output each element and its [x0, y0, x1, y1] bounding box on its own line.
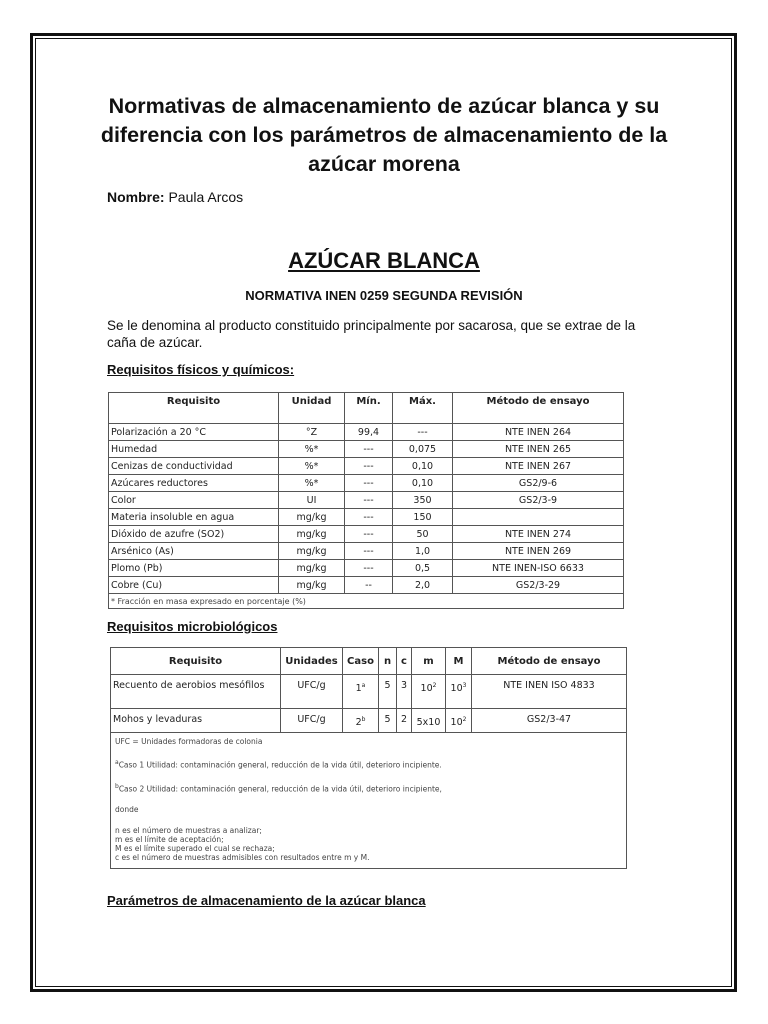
cell-metodo: GS2/3-29 [453, 577, 624, 594]
table-row [109, 560, 624, 577]
cell-metodo: NTE INEN ISO 4833 [472, 675, 627, 709]
table-row [109, 526, 624, 543]
cell-max: 0,075 [393, 441, 453, 458]
cell-min: --- [345, 441, 393, 458]
cell-min: -- [345, 577, 393, 594]
cell-max: --- [393, 424, 453, 441]
cell-max: 1,0 [393, 543, 453, 560]
col-header: M [446, 648, 472, 675]
cell-requisito: Dióxido de azufre (SO2) [109, 526, 279, 543]
cell-unidad: mg/kg [279, 560, 345, 577]
cell-unidad: mg/kg [279, 543, 345, 560]
heading-azucar-blanca: AZÚCAR BLANCA [288, 248, 480, 273]
table-row [109, 492, 624, 509]
cell-requisito: Recuento de aerobios mesófilos [111, 675, 281, 709]
cell-unidad: mg/kg [279, 509, 345, 526]
table-row [111, 675, 627, 709]
cell-requisito: Cenizas de conductividad [109, 458, 279, 475]
author-label: Nombre: [107, 189, 165, 205]
cell-m: 5x10 [412, 709, 446, 733]
cell-metodo: NTE INEN 274 [453, 526, 624, 543]
cell-min: --- [345, 560, 393, 577]
cell-requisito: Materia insoluble en agua [109, 509, 279, 526]
section-heading-micro: Requisitos microbiológicos [107, 619, 278, 634]
section-heading-fisicos: Requisitos físicos y químicos: [107, 362, 295, 377]
definition-line: m es el límite de aceptación; [115, 835, 224, 844]
cell-unidad: mg/kg [279, 577, 345, 594]
intro-paragraph: Se le denomina al producto constituido principalmente por sacarosa, que se extrae de la caña de azúcar. [107, 318, 636, 350]
col-header: Mín. [345, 393, 393, 424]
cell-requisito: Azúcares reductores [109, 475, 279, 492]
cell-n: 5 [379, 675, 397, 709]
cell-requisito: Plomo (Pb) [109, 560, 279, 577]
note-ufc: UFC = Unidades formadoras de colonia [115, 737, 263, 746]
note-definitions [115, 826, 622, 862]
table-row [109, 441, 624, 458]
col-header: Requisito [111, 648, 281, 675]
cell-min: --- [345, 509, 393, 526]
cell-unidad: °Z [279, 424, 345, 441]
cell-requisito: Color [109, 492, 279, 509]
author-line [107, 189, 243, 205]
cell-metodo: GS2/3-9 [453, 492, 624, 509]
cell-max: 0,10 [393, 475, 453, 492]
cell-min: --- [345, 458, 393, 475]
cell-unidades: UFC/g [281, 709, 343, 733]
cell-metodo: GS2/9-6 [453, 475, 624, 492]
heading-normativa: NORMATIVA INEN 0259 SEGUNDA REVISIÓN [245, 288, 523, 303]
table-row [109, 458, 624, 475]
cell-max: 50 [393, 526, 453, 543]
definition-line: c es el número de muestras admisibles con resultados entre m y M. [115, 853, 370, 862]
col-header: Máx. [393, 393, 453, 424]
col-header: Método de ensayo [453, 393, 624, 424]
table-row [109, 475, 624, 492]
cell-metodo: GS2/3-47 [472, 709, 627, 733]
col-header: Caso [343, 648, 379, 675]
col-header: n [379, 648, 397, 675]
cell-unidad: UI [279, 492, 345, 509]
cell-min: --- [345, 475, 393, 492]
cell-m: $10^2$ [412, 675, 446, 709]
table-header-row [109, 393, 624, 424]
cell-M: $10^3$ [446, 675, 472, 709]
table-fisicos-quimicos [108, 392, 624, 609]
cell-requisito: Mohos y levaduras [111, 709, 281, 733]
cell-requisito: Humedad [109, 441, 279, 458]
cell-metodo [453, 509, 624, 526]
cell-min: --- [345, 526, 393, 543]
table-row [109, 509, 624, 526]
cell-metodo: NTE INEN 267 [453, 458, 624, 475]
cell-unidad: %* [279, 475, 345, 492]
definition-line: n es el número de muestras a analizar; [115, 826, 262, 835]
cell-requisito: Cobre (Cu) [109, 577, 279, 594]
cell-n: 5 [379, 709, 397, 733]
cell-unidad: %* [279, 458, 345, 475]
cell-requisito: Polarización a 20 °C [109, 424, 279, 441]
document-title: Normativas de almacenamiento de azúcar blanca y su diferencia con los parámetros de almacenamiento de la azúcar morena [100, 94, 668, 176]
table-footnote: * Fracción en masa expresado en porcentaje (%) [109, 594, 624, 609]
cell-unidad: mg/kg [279, 526, 345, 543]
cell-caso: 1$^a$ [343, 675, 379, 709]
cell-requisito: Arsénico (As) [109, 543, 279, 560]
cell-metodo: NTE INEN 264 [453, 424, 624, 441]
table-microbiologicos [110, 647, 627, 869]
author-name: Paula Arcos [168, 189, 244, 205]
cell-caso: 2$^b$ [343, 709, 379, 733]
section-heading-parametros: Parámetros de almacenamiento de la azúcar blanca [107, 893, 426, 908]
cell-c: 3 [397, 675, 412, 709]
cell-max: 2,0 [393, 577, 453, 594]
cell-min: 99,4 [345, 424, 393, 441]
table-row [109, 424, 624, 441]
cell-metodo: NTE INEN 265 [453, 441, 624, 458]
cell-unidades: UFC/g [281, 675, 343, 709]
definition-line: M es el límite superado el cual se rechaza; [115, 844, 275, 853]
col-header: c [397, 648, 412, 675]
cell-M: $10^2$ [446, 709, 472, 733]
cell-min: --- [345, 492, 393, 509]
cell-metodo: NTE INEN 269 [453, 543, 624, 560]
note-caso2: $^b$Caso 2 Utilidad: contaminación general, reducción de la vida útil, deterioro incipiente, [115, 782, 442, 793]
table-header-row [111, 648, 627, 675]
note-caso1: $^a$Caso 1 Utilidad: contaminación general, reducción de la vida útil, deterioro incipiente. [115, 759, 442, 770]
note-donde: donde [115, 805, 139, 814]
table-notes [111, 733, 627, 869]
cell-unidad: %* [279, 441, 345, 458]
col-header: m [412, 648, 446, 675]
cell-metodo: NTE INEN-ISO 6633 [453, 560, 624, 577]
col-header: Unidad [279, 393, 345, 424]
cell-max: 350 [393, 492, 453, 509]
cell-c: 2 [397, 709, 412, 733]
cell-max: 0,5 [393, 560, 453, 577]
cell-max: 150 [393, 509, 453, 526]
cell-min: --- [345, 543, 393, 560]
col-header: Unidades [281, 648, 343, 675]
table-row [109, 543, 624, 560]
col-header: Requisito [109, 393, 279, 424]
cell-max: 0,10 [393, 458, 453, 475]
table-row [111, 709, 627, 733]
table-row [109, 577, 624, 594]
col-header: Método de ensayo [472, 648, 627, 675]
